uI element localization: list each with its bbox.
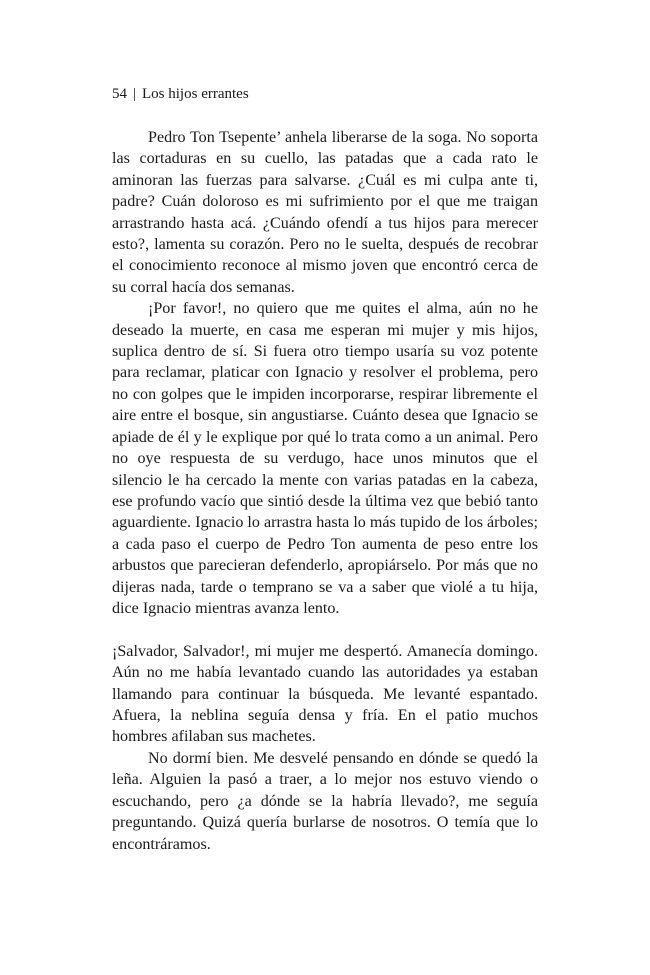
page-number: 54	[112, 86, 127, 102]
paragraph: Pedro Ton Tsepente’ anhela liberarse de la soga. No soporta las cortaduras en su cuello, las patadas que a cada rato le aminoran las fuerzas para salvarse. ¿Cuál es mi culpa ante ti, padre? Cuán doloroso es mi sufrimiento por el que me traigan arrastrando hasta acá. ¿Cuándo ofendí a tus hijos para merecer esto?, lamenta su corazón. Pero no le suelta, después de recobrar el conocimiento reconoce al mismo joven que encontró cerca de su corral hacía dos semanas.	[112, 129, 538, 296]
book-title: Los hijos errantes	[142, 86, 249, 102]
header-separator: |	[133, 86, 137, 102]
section-first-paragraph: ¡Salvador, Salvador!, mi mujer me despertó. Amanecía domingo. Aún no me había levantado cuando las autoridades ya estaban llamando para continuar la búsqueda. Me levanté espantado. Afuera, la neblina seguía densa y fría. En el patio muchos hombres afilaban sus machetes.	[112, 642, 538, 746]
paragraph: ¡Por favor!, no quiero que me quites el alma, aún no he deseado la muerte, en casa me esperan mi mujer y mis hijos, suplica dentro de sí. Si fuera otro tiempo usaría su voz potente para reclamar, platicar con Ignacio y resolver el problema, pero no con golpes que le impiden incorporarse, respirar libremente el aire entre el bosque, sin angustiarse. Cuánto desea que Ignacio se apiade de él y le explique por qué lo trata como a un animal. Pero no oye respuesta de su verdugo, hace unos minutos que el silencio le ha cercado la mente con varias patadas en la cabeza, ese profundo vacío que sintió desde la última vez que bebió tanto aguardiente. Ignacio lo arrastra hasta lo más tupido de los árboles; a cada paso el cuerpo de Pedro Ton aumenta de peso entre los arbustos que parecieran defenderlo, apropiárselo. Por más que no dijeras nada, tarde o temprano se va a saber que violé a tu hija, dice Ignacio mientras avanza lento.	[112, 300, 538, 617]
body-text	[112, 127, 538, 855]
running-header	[112, 84, 249, 104]
paragraph: No dormí bien. Me desvelé pensando en dónde se quedó la leña. Alguien la pasó a traer, a lo mejor nos estuvo viendo o escuchando, pero ¿a dónde se la habría llevado?, me seguía preguntando. Quizá quería burlarse de nosotros. O temía que lo encontráramos.	[112, 749, 538, 853]
